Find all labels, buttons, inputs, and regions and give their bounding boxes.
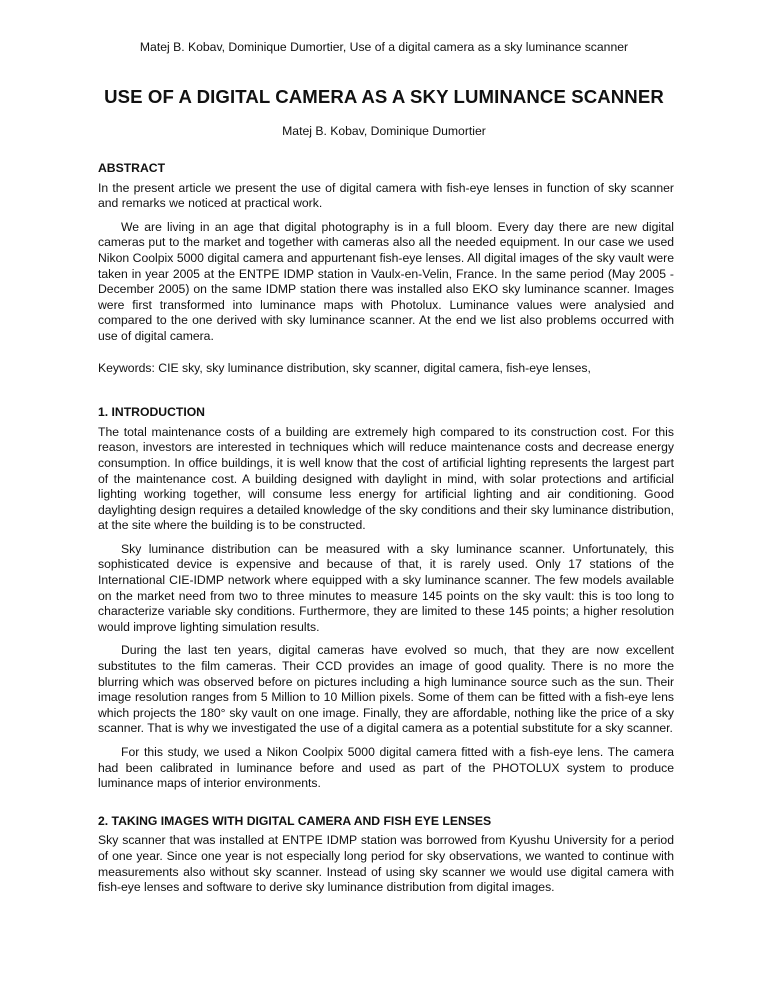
running-header: Matej B. Kobav, Dominique Dumortier, Use of a digital camera as a sky luminance scanner [139,40,629,54]
body-paragraph: Sky scanner that was installed at ENTPE IDMP station was borrowed from Kyushu University for a period of one year. Since one year is not especially long period for sky observations, we wanted to continue with measurements also without sky scanner. Instead of using sky scanner we would use digital camera with fish-eye lenses and software to derive sky luminance distribution from digital images. [98,833,674,895]
section-heading-taking-images: 2. TAKING IMAGES WITH DIGITAL CAMERA AND FISH EYE LENSES [98,813,492,828]
abstract-paragraph: We are living in an age that digital photography is in a full bloom. Every day there are new digital cameras put to the market and together with cameras also all the needed equipment. In our case we used Nikon Coolpix 5000 digital camera and appurtenant fish-eye lenses. All digital images of the sky vault were taken in year 2005 at the ENTPE IDMP station in Vaulx-en-Velin, France. In the same period (May 2005 - December 2005) on the same IDMP station there was installed also EKO sky luminance scanner. Images were first transformed into luminance maps with Photolux. Luminance values were analysied and compared to the one derived with sky luminance scanner. At the end we list also problems occurred with use of digital camera. [98,219,674,343]
body-paragraph: Sky luminance distribution can be measured with a sky luminance scanner. Unfortunately, this sophisticated device is expensive and because of that, it is rarely used. Only 17 stations of the International CIE-IDMP network where equipped with a sky luminance scanner. The few models available on the market need from two to three minutes to measure 145 points on the sky vault: this is too long to characterize variable sky conditions. Furthermore, they are limited to these 145 points; a higher resolution would improve lighting simulation results. [98,541,674,634]
section-heading-introduction: 1. INTRODUCTION [98,405,205,420]
body-paragraph: The total maintenance costs of a building are extremely high compared to its construction cost. For this reason, investors are interested in techniques which will reduce maintenance costs and decrease energy consumption. In office buildings, it is well know that the cost of artificial lighting represents the largest part of the maintenance cost. A building designed with daylight in mind, with solar protections and artificial lighting working together, will consume less energy for artificial lighting and air conditioning. Good daylighting design requires a detailed knowledge of the sky conditions and their sky luminance distribution, at the site where the building is to be constructed. [98,424,674,533]
abstract-heading: ABSTRACT [98,161,166,175]
paper-authors: Matej B. Kobav, Dominique Dumortier [282,124,486,138]
paper-title: USE OF A DIGITAL CAMERA AS A SKY LUMINANCE SCANNER [104,86,664,107]
body-paragraph: During the last ten years, digital cameras have evolved so much, that they are now excellent substitutes to the film cameras. Their CCD provides an image of good quality. There is no more the blurring which was observed before on pictures including a high luminance source such as the sun. Their image resolution ranges from 5 Million to 10 Million pixels. Some of them can be fitted with a fish-eye lens which projects the 180° sky vault on one image. Finally, they are affordable, nothing like the price of a sky scanner. That is why we investigated the use of a digital camera as a potential substitute for a sky scanner. [98,643,674,736]
body-paragraph: For this study, we used a Nikon Coolpix 5000 digital camera fitted with a fish-eye lens. The camera had been calibrated in luminance before and used as part of the PHOTOLUX system to produce luminance maps of interior environments. [98,745,674,791]
paper-body [98,161,674,904]
keywords: Keywords: CIE sky, sky luminance distribution, sky scanner, digital camera, fish-eye lenses, [98,360,591,375]
abstract-paragraph: In the present article we present the use of digital camera with fish-eye lenses in function of sky scanner and remarks we noticed at practical work. [98,180,674,211]
